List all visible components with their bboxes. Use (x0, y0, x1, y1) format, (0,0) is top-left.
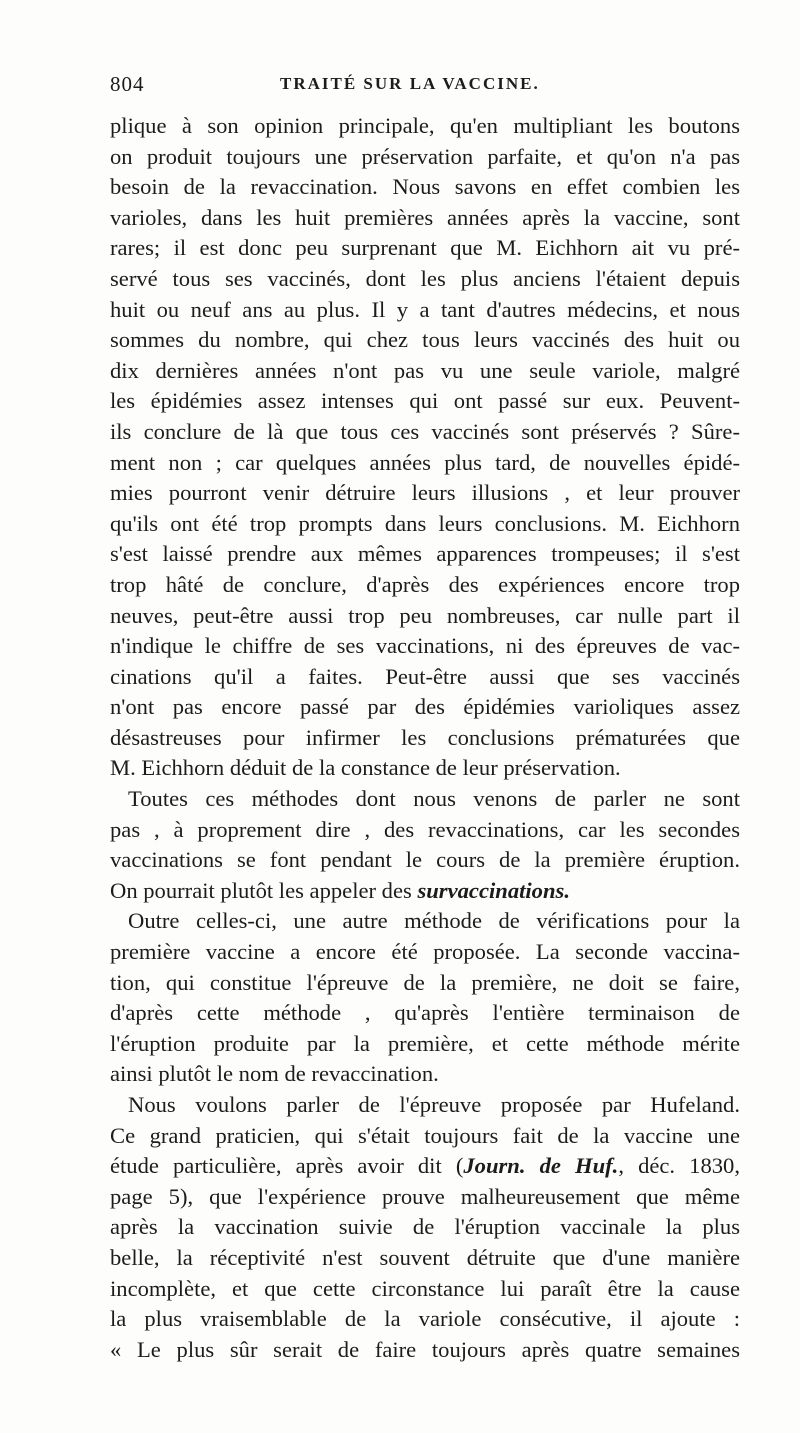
text-line (110, 1151, 740, 1182)
text-line: page 5), que l'expérience prouve malheureusement que même (110, 1183, 740, 1209)
page-number: 804 (110, 72, 145, 96)
text-line: n'ont pas encore passé par des épidémies varioliques assez (110, 694, 740, 720)
text-line: tion, qui constitue l'épreuve de la première, ne doit se faire, (110, 969, 740, 995)
text-line: l'éruption produite par la première, et cette méthode mérite (110, 1030, 740, 1056)
journal-citation: Journ. de Huf. (463, 1153, 619, 1179)
text-line: rares; il est donc peu surprenant que M. Eichhorn ait vu pré- (110, 235, 740, 261)
text-line: première vaccine a encore été proposée. La seconde vaccina- (110, 939, 740, 965)
text-span: étude particulière, après avoir dit ( (110, 1153, 464, 1179)
text-line: ment non ; car quelques années plus tard, de nouvelles épidé- (110, 449, 740, 475)
text-line: mies pourront venir détruire leurs illusions , et leur prouver (110, 480, 740, 506)
text-line (110, 876, 740, 907)
text-span: On pourrait plutôt les appeler des (110, 877, 418, 903)
text-line: servé tous ses vaccinés, dont les plus anciens l'étaient depuis (110, 265, 740, 291)
body-text (110, 111, 740, 1365)
text-line: qu'ils ont été trop prompts dans leurs conclusions. M. Eichhorn (110, 510, 740, 536)
text-line: pas , à proprement dire , des revaccinations, car les secondes (110, 816, 740, 842)
running-title: TRAITÉ SUR LA VACCINE. (280, 74, 540, 93)
text-line: Toutes ces méthodes dont nous venons de parler ne sont (128, 786, 740, 812)
text-line: on produit toujours une préservation parfaite, et qu'on n'a pas (110, 143, 740, 169)
text-line: s'est laissé prendre aux mêmes apparences trompeuses; il s'est (110, 541, 740, 567)
text-line: neuves, peut-être aussi trop peu nombreuses, car nulle part il (110, 602, 740, 628)
text-line: ainsi plutôt le nom de revaccination. (110, 1061, 439, 1087)
text-line: M. Eichhorn déduit de la constance de leur préservation. (110, 755, 621, 781)
text-line: « Le plus sûr serait de faire toujours après quatre semaines (110, 1336, 740, 1362)
text-line: sommes du nombre, qui chez tous leurs vaccinés des huit ou (110, 327, 740, 353)
text-span: , déc. 1830, (618, 1153, 740, 1179)
text-line: la plus vraisemblable de la variole consécutive, il ajoute : (110, 1306, 740, 1332)
text-line: Nous voulons parler de l'épreuve proposée par Hufeland. (128, 1092, 740, 1117)
text-line: n'indique le chiffre de ses vaccinations, ni des épreuves de vac- (110, 633, 740, 659)
text-line: dix dernières années n'ont pas vu une seule variole, malgré (110, 357, 740, 383)
text-line: incomplète, et que cette circonstance lui paraît être la cause (110, 1275, 740, 1301)
text-line: plique à son opinion principale, qu'en multipliant les boutons (110, 113, 740, 138)
text-line: Ce grand praticien, qui s'était toujours fait de la vaccine une (110, 1122, 740, 1148)
text-line: vaccinations se font pendant le cours de la première éruption. (110, 847, 740, 873)
text-line: huit ou neuf ans au plus. Il y a tant d'autres médecins, et nous (110, 296, 740, 322)
text-line: Outre celles-ci, une autre méthode de vérifications pour la (128, 908, 740, 934)
text-line: trop hâté de conclure, d'après des expériences encore trop (110, 571, 740, 597)
text-line: varioles, dans les huit premières années après la vaccine, sont (110, 204, 740, 230)
text-line: d'après cette méthode , qu'après l'entière terminaison de (110, 1000, 740, 1026)
text-line: après la vaccination suivie de l'éruption vaccinale la plus (110, 1214, 740, 1240)
text-line: ils conclure de là que tous ces vaccinés sont préservés ? Sûre- (110, 418, 740, 444)
page-header (110, 72, 750, 102)
text-line: belle, la réceptivité n'est souvent détruite que d'une manière (110, 1244, 740, 1270)
text-line: cinations qu'il a faites. Peut-être aussi que ses vaccinés (110, 663, 740, 689)
text-line: désastreuses pour infirmer les conclusions prématurées que (110, 724, 740, 750)
italic-term: survaccinations. (417, 877, 570, 903)
text-line: besoin de la revaccination. Nous savons en effet combien les (110, 174, 740, 200)
text-line: les épidémies assez intenses qui ont passé sur eux. Peuvent- (110, 388, 740, 414)
